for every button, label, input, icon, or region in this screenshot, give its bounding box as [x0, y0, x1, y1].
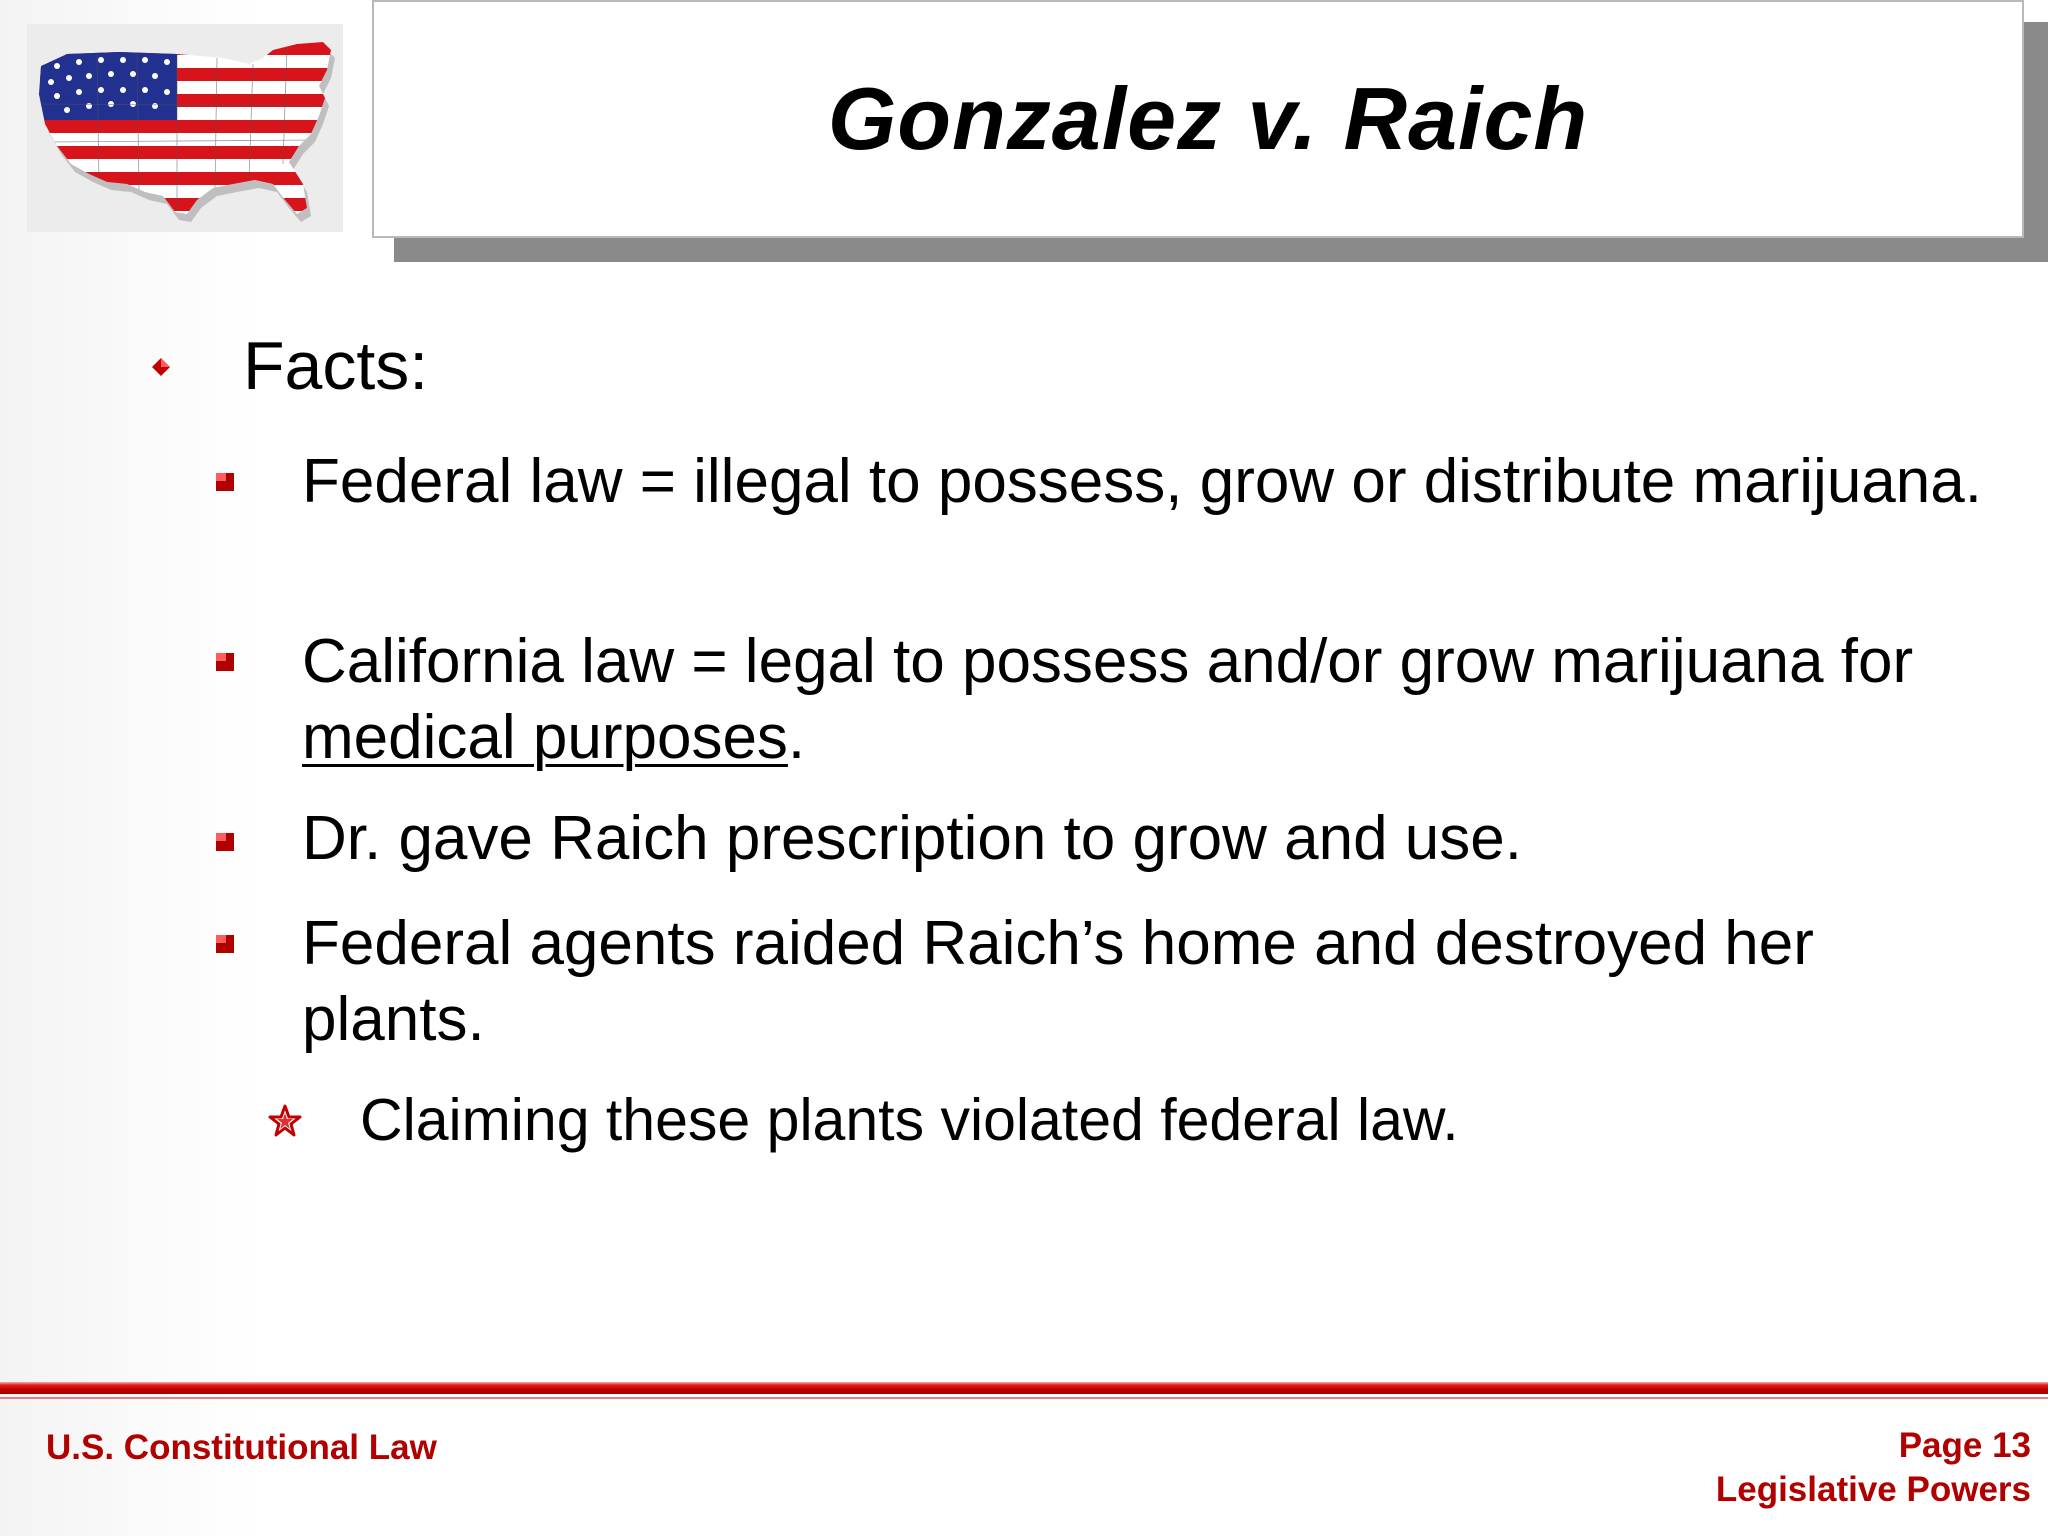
title-box	[372, 0, 2024, 238]
footer-divider	[0, 1382, 2048, 1394]
fact-item-federal-agents: Federal agents raided Raich’s home and destroyed her plants.	[302, 909, 1814, 1054]
fact-item-prescription: Dr. gave Raich prescription to grow and use.	[302, 804, 1522, 873]
california-law-text: California law = legal to possess and/or grow marijuana for	[302, 627, 1914, 696]
diamond-bullet-icon	[152, 358, 170, 376]
fact-item-federal-law: Federal law = illegal to possess, grow or distribute marijuana.	[302, 447, 1982, 516]
footer-section-name: Legislative Powers	[1715, 1470, 2031, 1509]
footer-course-name: U.S. Constitutional Law	[46, 1428, 437, 1467]
footer-page-number: Page 13	[1898, 1426, 2031, 1465]
footer-page-info	[1716, 1424, 2031, 1512]
square-bullet-icon	[215, 652, 235, 672]
slide-title: Gonzalez v. Raich	[827, 69, 1589, 168]
sub-item-claiming: Claiming these plants violated federal law.	[360, 1087, 1459, 1153]
footer-divider-thin	[0, 1397, 2048, 1399]
square-bullet-icon	[215, 472, 235, 492]
square-bullet-icon	[215, 832, 235, 852]
fact-item-california-law	[302, 624, 2002, 776]
square-bullet-icon	[215, 934, 235, 954]
medical-purposes-underlined: medical purposes	[302, 703, 788, 772]
california-law-period: .	[787, 703, 806, 772]
facts-heading: Facts:	[243, 328, 429, 404]
us-flag-map-logo	[27, 24, 343, 232]
star-bullet-icon	[268, 1104, 302, 1138]
